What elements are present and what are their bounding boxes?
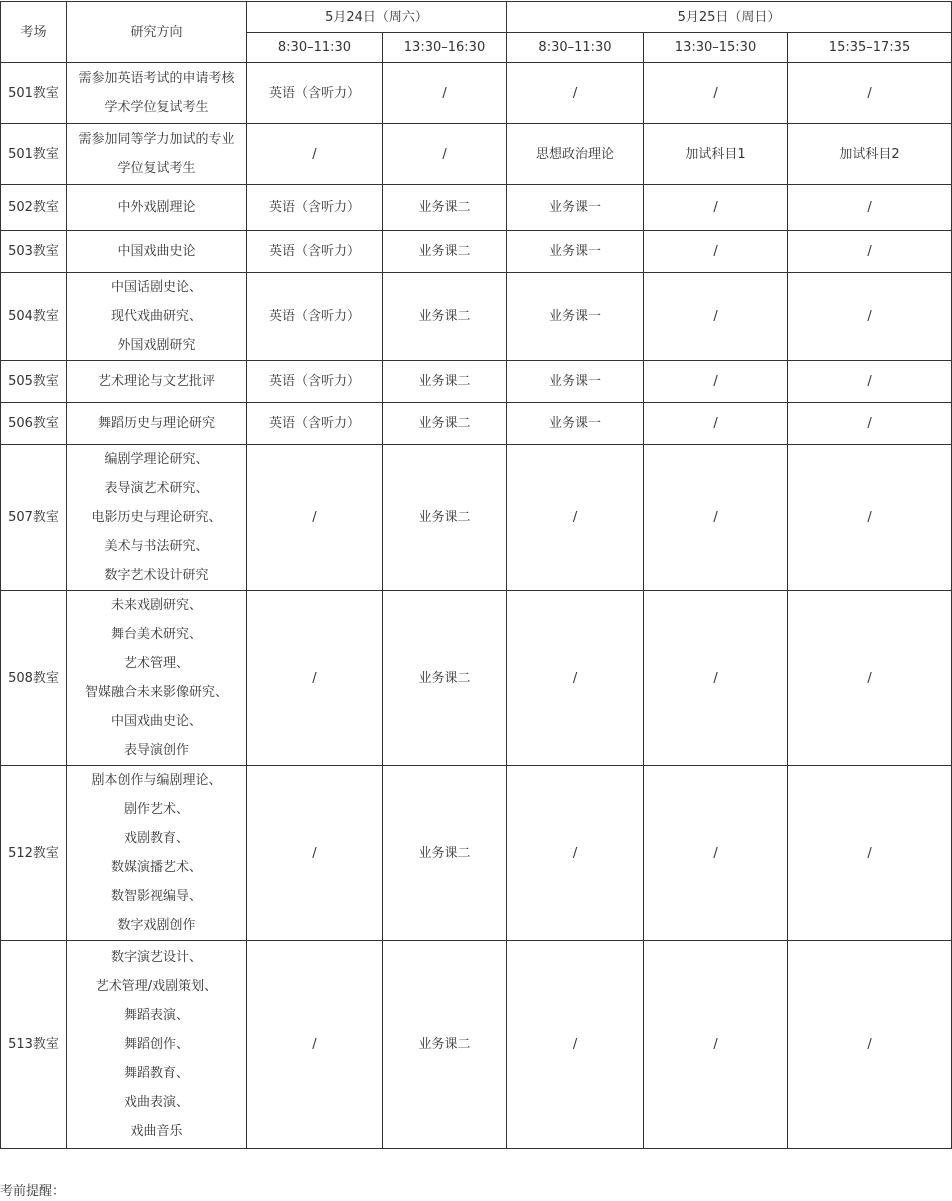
- header-day-2: 5月25日（周日）: [507, 2, 952, 33]
- header-day-1: 5月24日（周六）: [247, 2, 507, 33]
- direction-line: 电影历史与理论研究、: [91, 510, 222, 525]
- exam-subject-cell: /: [788, 185, 952, 231]
- direction-line: 编剧学理论研究、: [104, 452, 209, 467]
- direction-line: 未来戏剧研究、: [110, 598, 202, 613]
- table-row: [1, 185, 952, 231]
- exam-subject-cell: 业务课一: [507, 185, 644, 231]
- direction-line: 中国戏曲史论: [117, 244, 196, 259]
- room-cell: 504教室: [1, 273, 67, 361]
- table-row: [1, 403, 952, 445]
- exam-subject-cell: /: [788, 445, 952, 591]
- exam-schedule-table: [0, 1, 952, 1149]
- direction-cell: [67, 591, 247, 766]
- direction-line: 学位复试考生: [117, 161, 196, 176]
- direction-line: 数智影视编导、: [110, 889, 202, 904]
- exam-subject-cell: /: [507, 591, 644, 766]
- header-direction: 研究方向: [67, 2, 247, 63]
- exam-subject-cell: /: [507, 941, 644, 1149]
- exam-subject-cell: 业务课二: [383, 403, 507, 445]
- room-cell: 513教室: [1, 941, 67, 1149]
- exam-subject-cell: /: [247, 445, 383, 591]
- exam-subject-cell: 加试科目2: [788, 124, 952, 185]
- direction-line: 现代戏曲研究、: [110, 309, 202, 324]
- exam-subject-cell: /: [788, 231, 952, 273]
- header-room: 考场: [1, 2, 67, 63]
- exam-subject-cell: /: [788, 941, 952, 1149]
- header-slot: 8:30–11:30: [247, 33, 383, 63]
- schedule-body: [1, 63, 952, 1149]
- direction-cell: [67, 766, 247, 941]
- direction-line: 表导演艺术研究、: [104, 481, 209, 496]
- direction-line: 数字艺术设计研究: [104, 568, 209, 583]
- direction-line: 剧作艺术、: [123, 802, 189, 817]
- exam-subject-cell: /: [644, 361, 788, 403]
- direction-line: 舞蹈历史与理论研究: [97, 416, 215, 431]
- exam-subject-cell: /: [644, 766, 788, 941]
- direction-cell: [67, 361, 247, 403]
- exam-subject-cell: /: [507, 63, 644, 124]
- direction-line: 剧本创作与编剧理论、: [91, 773, 222, 788]
- exam-subject-cell: /: [644, 185, 788, 231]
- room-cell: 505教室: [1, 361, 67, 403]
- exam-subject-cell: 英语（含听力）: [247, 185, 383, 231]
- room-cell: 506教室: [1, 403, 67, 445]
- direction-cell: [67, 124, 247, 185]
- room-cell: 501教室: [1, 63, 67, 124]
- table-row: [1, 941, 952, 1149]
- exam-subject-cell: 英语（含听力）: [247, 361, 383, 403]
- direction-line: 数字戏剧创作: [117, 918, 196, 933]
- exam-subject-cell: /: [507, 445, 644, 591]
- direction-line: 舞蹈教育、: [123, 1066, 189, 1081]
- direction-line: 学术学位复试考生: [104, 100, 209, 115]
- exam-subject-cell: /: [247, 941, 383, 1149]
- exam-subject-cell: /: [507, 766, 644, 941]
- exam-subject-cell: /: [788, 63, 952, 124]
- exam-subject-cell: /: [788, 361, 952, 403]
- direction-cell: [67, 941, 247, 1149]
- direction-cell: [67, 403, 247, 445]
- direction-line: 艺术理论与文艺批评: [97, 374, 215, 389]
- exam-subject-cell: 业务课二: [383, 766, 507, 941]
- exam-subject-cell: /: [383, 63, 507, 124]
- exam-subject-cell: /: [247, 124, 383, 185]
- room-cell: 512教室: [1, 766, 67, 941]
- exam-subject-cell: /: [247, 766, 383, 941]
- direction-line: 戏曲表演、: [123, 1095, 189, 1110]
- direction-cell: [67, 445, 247, 591]
- exam-subject-cell: /: [788, 766, 952, 941]
- direction-cell: [67, 231, 247, 273]
- exam-subject-cell: /: [788, 403, 952, 445]
- exam-subject-cell: /: [644, 273, 788, 361]
- table-row: [1, 231, 952, 273]
- exam-subject-cell: 业务课一: [507, 273, 644, 361]
- direction-line: 舞台美术研究、: [110, 627, 202, 642]
- direction-line: 需参加英语考试的申请考核: [78, 71, 235, 86]
- exam-subject-cell: 业务课一: [507, 361, 644, 403]
- direction-line: 数媒演播艺术、: [110, 860, 202, 875]
- exam-subject-cell: 业务课一: [507, 231, 644, 273]
- exam-subject-cell: 业务课二: [383, 273, 507, 361]
- direction-line: 中国话剧史论、: [110, 280, 202, 295]
- table-row: [1, 445, 952, 591]
- direction-cell: [67, 63, 247, 124]
- exam-subject-cell: 加试科目1: [644, 124, 788, 185]
- direction-line: 艺术管理、: [123, 656, 189, 671]
- exam-subject-cell: 英语（含听力）: [247, 231, 383, 273]
- exam-subject-cell: 英语（含听力）: [247, 403, 383, 445]
- exam-subject-cell: 业务课二: [383, 231, 507, 273]
- direction-line: 智媒融合未来影像研究、: [84, 685, 228, 700]
- exam-subject-cell: 业务课二: [383, 361, 507, 403]
- table-row: [1, 124, 952, 185]
- exam-subject-cell: /: [788, 591, 952, 766]
- room-cell: 502教室: [1, 185, 67, 231]
- reminder-text: 考前提醒：: [0, 1184, 66, 1199]
- direction-line: 中国戏曲史论、: [110, 714, 202, 729]
- direction-line: 中外戏剧理论: [117, 200, 196, 215]
- exam-subject-cell: 业务课二: [383, 941, 507, 1149]
- table-row: [1, 273, 952, 361]
- direction-line: 艺术管理/戏剧策划、: [95, 979, 218, 994]
- direction-line: 数字演艺设计、: [110, 950, 202, 965]
- direction-line: 戏剧教育、: [123, 831, 189, 846]
- direction-line: 需参加同等学力加试的专业: [78, 132, 235, 147]
- table-row: [1, 361, 952, 403]
- exam-subject-cell: /: [788, 273, 952, 361]
- room-cell: 501教室: [1, 124, 67, 185]
- header-slot: 13:30–15:30: [644, 33, 788, 63]
- direction-line: 戏曲音乐: [130, 1124, 183, 1139]
- exam-subject-cell: 业务课二: [383, 591, 507, 766]
- exam-subject-cell: /: [247, 591, 383, 766]
- exam-subject-cell: 业务课二: [383, 445, 507, 591]
- direction-line: 外国戏剧研究: [117, 338, 196, 353]
- direction-cell: [67, 273, 247, 361]
- header-slot: 8:30–11:30: [507, 33, 644, 63]
- table-row: [1, 591, 952, 766]
- room-cell: 503教室: [1, 231, 67, 273]
- exam-subject-cell: 思想政治理论: [507, 124, 644, 185]
- direction-line: 舞蹈表演、: [123, 1008, 189, 1023]
- exam-subject-cell: /: [644, 231, 788, 273]
- direction-line: 美术与书法研究、: [104, 539, 209, 554]
- room-cell: 507教室: [1, 445, 67, 591]
- exam-subject-cell: /: [644, 445, 788, 591]
- table-row: [1, 63, 952, 124]
- exam-subject-cell: /: [644, 591, 788, 766]
- exam-subject-cell: 业务课一: [507, 403, 644, 445]
- direction-line: 舞蹈创作、: [123, 1037, 189, 1052]
- header-slot: 13:30–16:30: [383, 33, 507, 63]
- table-row: [1, 766, 952, 941]
- room-cell: 508教室: [1, 591, 67, 766]
- header-slot: 15:35–17:35: [788, 33, 952, 63]
- exam-subject-cell: 英语（含听力）: [247, 273, 383, 361]
- direction-cell: [67, 185, 247, 231]
- exam-subject-cell: /: [644, 941, 788, 1149]
- header-row-dates: [1, 2, 952, 33]
- exam-subject-cell: /: [383, 124, 507, 185]
- exam-subject-cell: /: [644, 403, 788, 445]
- exam-subject-cell: /: [644, 63, 788, 124]
- exam-subject-cell: 英语（含听力）: [247, 63, 383, 124]
- direction-line: 表导演创作: [123, 743, 189, 758]
- exam-subject-cell: 业务课二: [383, 185, 507, 231]
